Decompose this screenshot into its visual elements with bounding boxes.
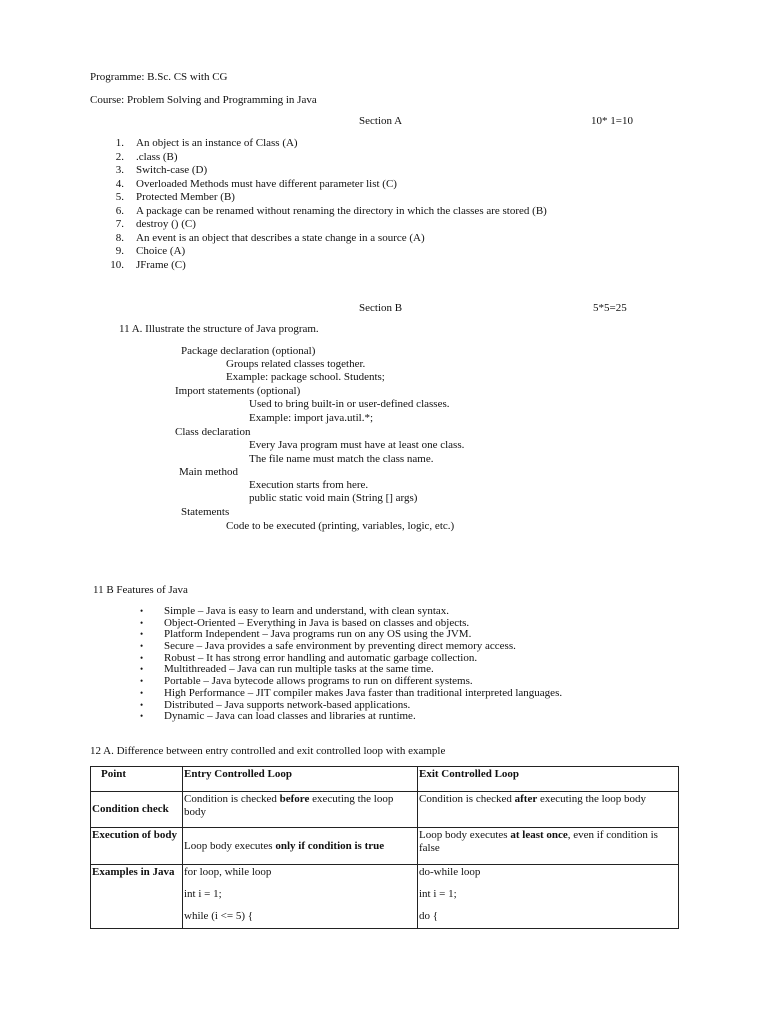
structure-detail: Execution starts from here. [249,479,369,491]
cell-exit: Condition is checked after executing the loop body [418,792,679,828]
course-line: Course: Problem Solving and Programming in Java [90,94,317,106]
structure-detail: public static void main (String [] args) [249,492,418,504]
q11b-title: 11 B Features of Java [93,584,188,596]
programme-line: Programme: B.Sc. CS with CG [90,71,228,83]
table-header-row [91,767,679,792]
cell-exit: do-while loop int i = 1; do { [418,865,679,929]
structure-detail: The file name must match the class name. [249,453,434,465]
section-a-title: Section A [359,115,403,127]
table-row [91,828,679,865]
structure-heading-main: Main method [179,466,238,478]
structure-detail: Every Java program must have at least one class. [249,439,465,451]
structure-detail: Used to bring built-in or user-defined classes. [249,398,450,410]
structure-detail: Example: package school. Students; [226,371,385,383]
section-b-title: Section B [359,302,403,314]
header-exit: Exit Controlled Loop [418,767,679,792]
section-b-marks: 5*5=25 [593,302,627,314]
structure-detail: Example: import java.util.*; [249,412,374,424]
section-a-marks: 10* 1=10 [591,115,633,127]
table-row [91,865,679,929]
row-label: Condition check [91,792,183,828]
structure-heading-import: Import statements (optional) [175,385,301,397]
row-label: Execution of body [91,828,183,865]
q12a-title: 12 A. Difference between entry controlled and exit controlled loop with example [90,745,446,757]
structure-detail: Code to be executed (printing, variables, logic, etc.) [226,520,455,532]
structure-heading-package: Package declaration (optional) [181,345,316,357]
header-entry: Entry Controlled Loop [183,767,418,792]
table-row [91,792,679,828]
structure-detail: Groups related classes together. [226,358,366,370]
cell-entry: for loop, while loop int i = 1; while (i <= 5) { [183,865,418,929]
cell-exit: Loop body executes at least once, even if condition is false [418,828,679,865]
loop-comparison-table [90,766,679,929]
structure-heading-class: Class declaration [175,426,251,438]
cell-entry: Condition is checked before executing the loop body [183,792,418,828]
q11a-title: 11 A. Illustrate the structure of Java program. [119,323,319,335]
row-label: Examples in Java [91,865,183,929]
structure-heading-statements: Statements [181,506,230,518]
cell-entry: Loop body executes only if condition is true [183,828,418,865]
header-point: Point [91,767,183,792]
